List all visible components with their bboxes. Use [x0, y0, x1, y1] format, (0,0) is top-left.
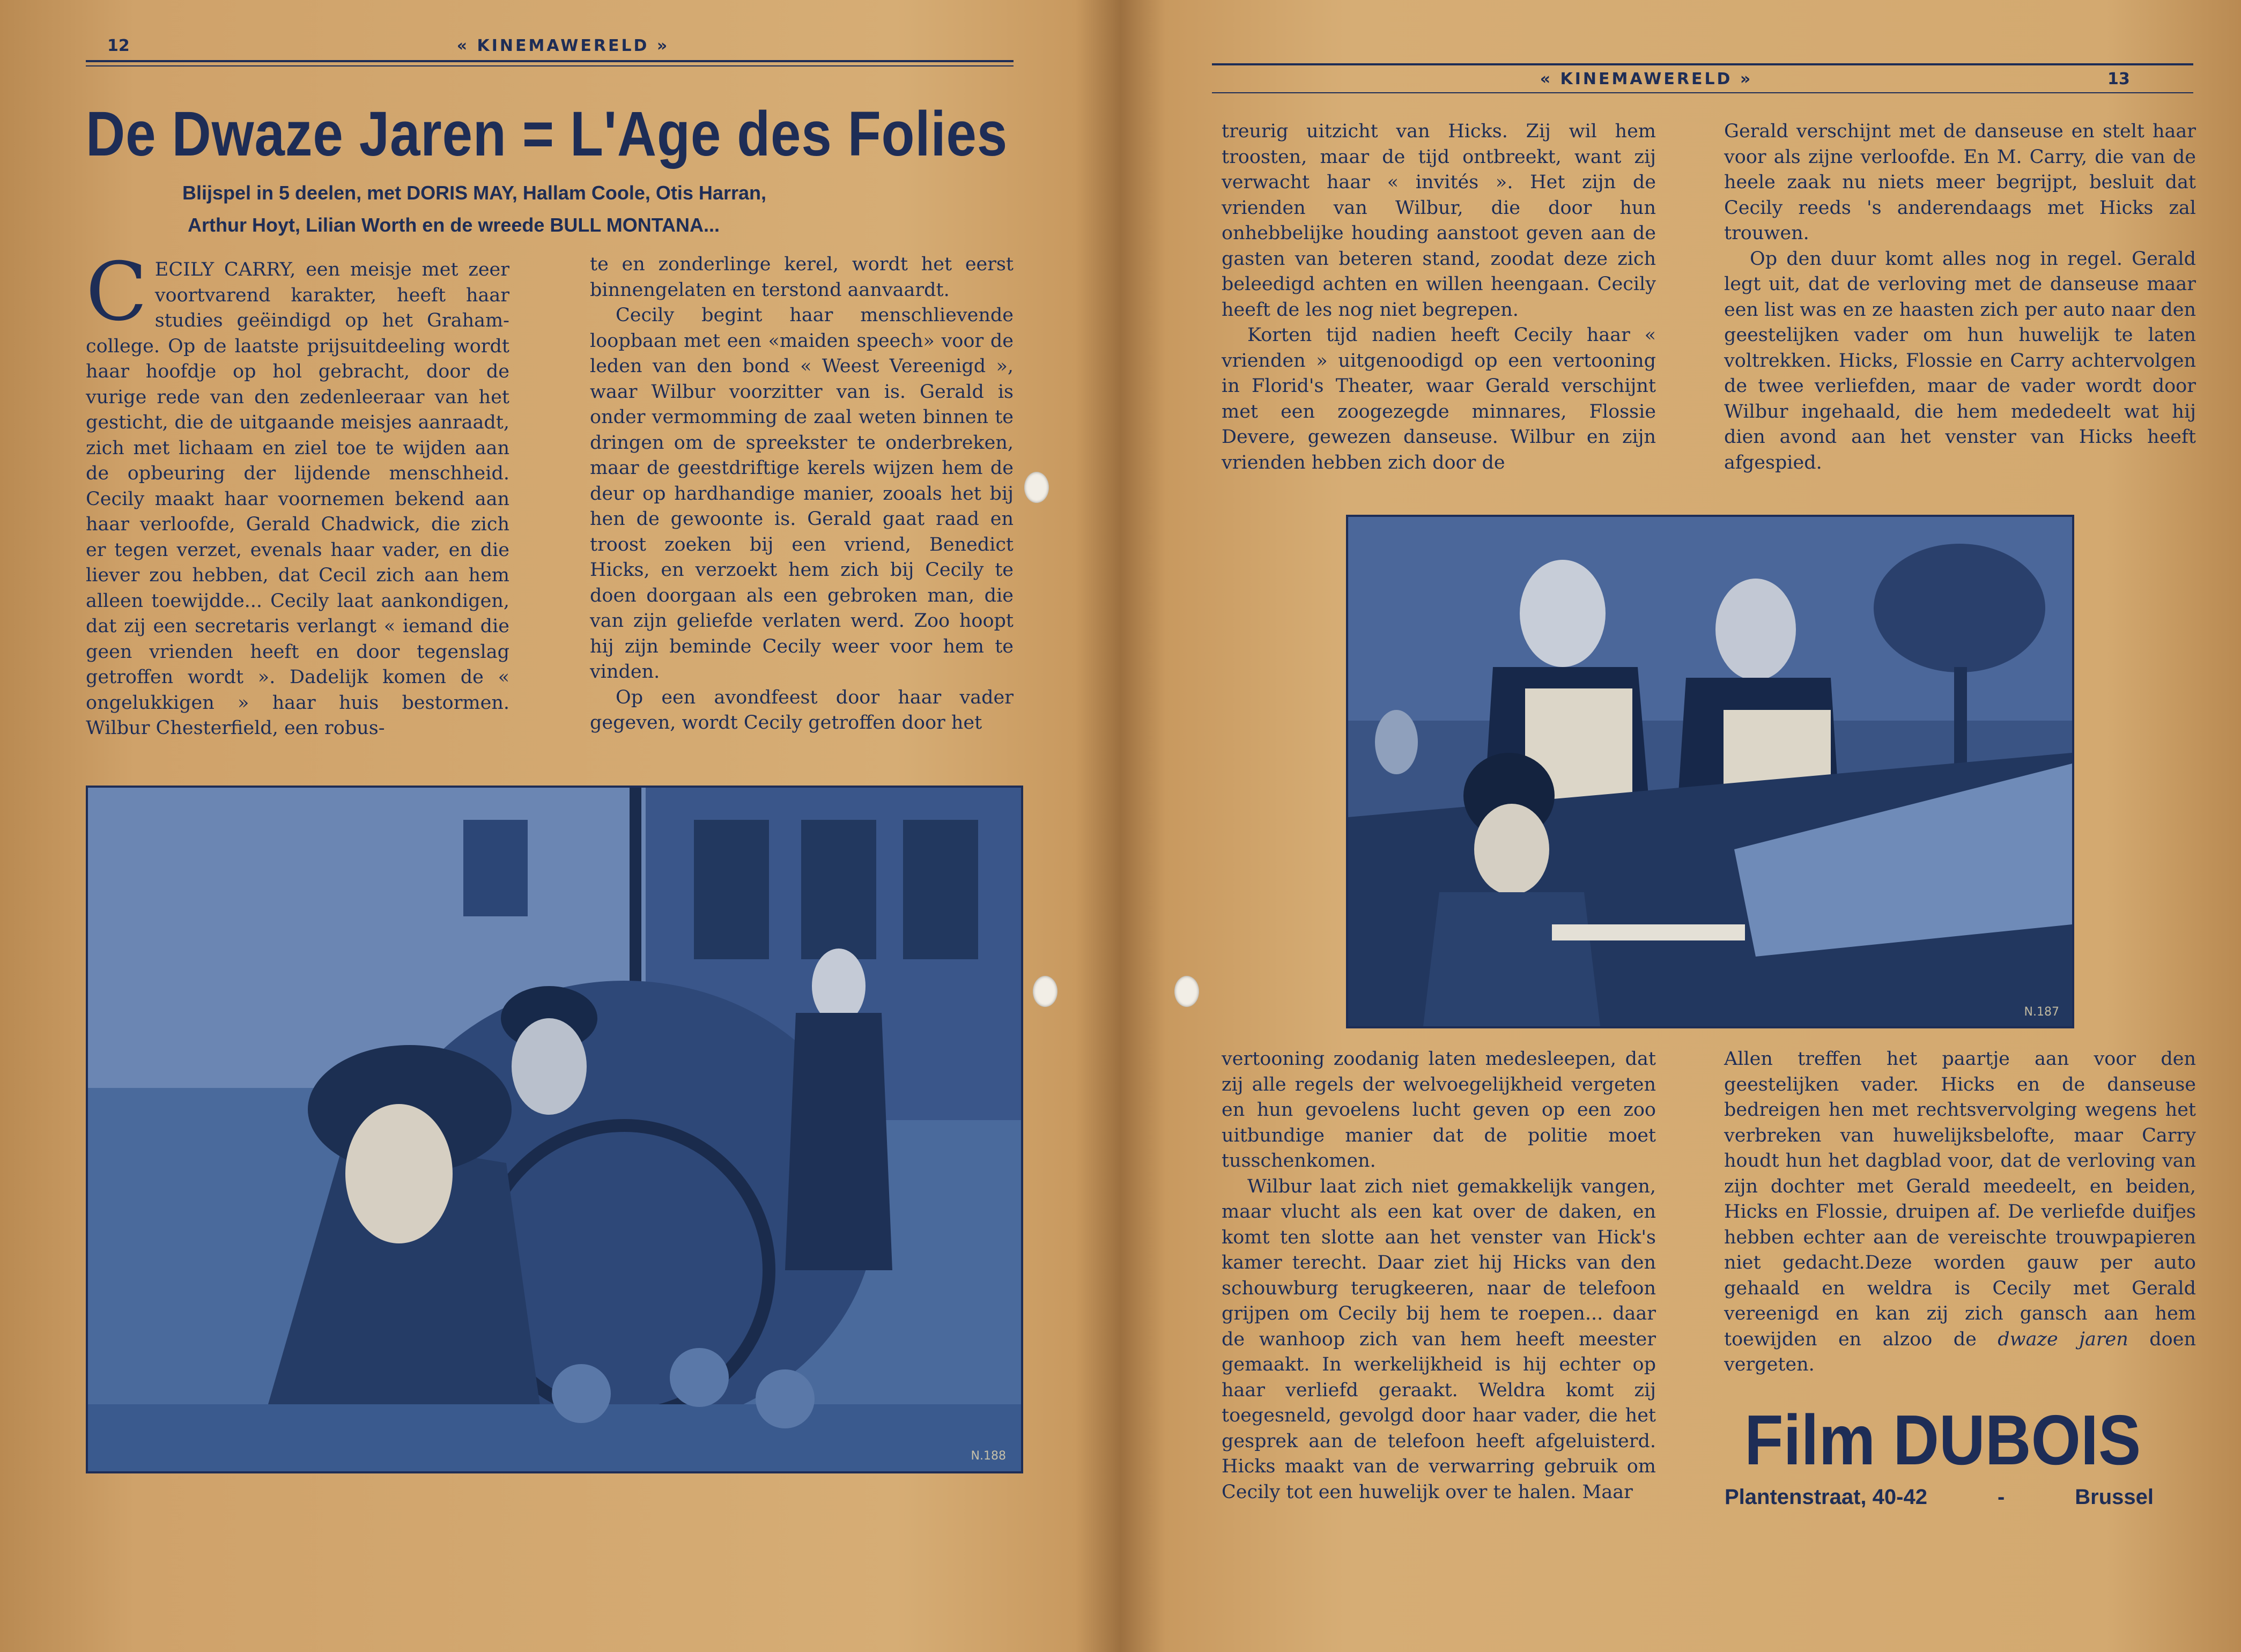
running-head-right: « KINEMAWERELD »: [1540, 70, 1753, 88]
col1-lead-text: ECILY CARRY, een meisje met zeer voortvarend karakter, heeft haar studies geëindigd op het Graham-college. Op de laatste prijsuitdeeling wordt haar hoofdje op hol gebracht, door de vurige rede van den zedenleeraar van het gesticht, die de uitgaande meisjes aanraadt, zich met lichaam en ziel toe te wijden aan de opbeuring der lijdende menschheid. Cecily maakt haar voornemen bekend aan haar verloofde, Gerald Chadwick, die zich er tegen verzet, evenals haar vader, en die liever zou hebben, dat Cecil zich aan hem alleen toewijdde... Cecily laat aankondigen, dat zij een secretaris verlangt « iemand die geen vrienden heeft en door tegenslag getroffen wordt ». Dadelijk komen de « ongelukkigen » haar huis bestormen. Wilbur Chesterfield, een robus-: [86, 259, 509, 739]
photo-credit-left: N.188: [971, 1449, 1006, 1463]
right-col3-paragraph-1: vertooning zoodanig laten medesleepen, dat zij alle regels der welvoegelijkheid vergeten en hun gevoelens lucht geven op een zoo uitbundige manier dat de politie moet tusschenkomen.: [1222, 1048, 1656, 1172]
binding-hole-left-top: [1024, 472, 1049, 503]
film-still-piano-scene: [1346, 515, 2074, 1028]
col4-end: doen vergeten.: [1724, 1328, 2196, 1375]
right-column-3: [1222, 1047, 1656, 1505]
binding-hole-right: [1174, 976, 1199, 1007]
left-column-1: [86, 246, 509, 742]
header-rule-left-thin: [86, 65, 1014, 66]
address-city: Brussel: [2075, 1485, 2154, 1509]
left-page: [0, 0, 1115, 1652]
subtitle-line-2: Arthur Hoyt, Lilian Worth en de wreede BULL MONTANA...: [188, 214, 720, 236]
binding-hole-left-bottom: [1033, 976, 1057, 1007]
piano-scene-image: [1348, 517, 2072, 1026]
page-number-right: 13: [2107, 70, 2130, 88]
right-column-4: [1724, 1047, 2196, 1378]
car-scene-image: [88, 788, 1021, 1471]
header-rule-right-thin: [1212, 92, 2193, 93]
page-number-left: 12: [107, 36, 130, 55]
right-col4-paragraph-1: [1724, 1047, 2196, 1378]
film-still-car-scene: [86, 786, 1023, 1473]
left-col2-paragraph-1: te en zonderlinge kerel, wordt het eerst binnengelaten en terstond aanvaardt.: [590, 254, 1014, 301]
left-col2-paragraph-2: Cecily begint haar menschlievende loopbaan met een «maiden speech» voor de leden van den bond « Weest Vereenigd », waar Wilbur voorzitter van is. Gerald is onder vermomming de zaal weten binnen te dringen om de spreekster te onderbreken, maar de geestdriftige kerels wijzen hem de deur op hardhandige manier, zooals het bij hen de gewoonte is. Gerald gaat raad en troost zoeken bij een vriend, Benedict Hicks, en verzoekt hem zich bij Cecily te doen doorgaan als een gebroken man, die van zijn geliefde verlaten werd. Zoo hoopt hij zijn beminde Cecily weer voor hem te vinden.: [590, 305, 1014, 683]
right-col1-paragraph-2: Korten tijd nadien heeft Cecily haar « vrienden » uitgenoodigd op een vertooning in Florid's Theater, waar Gerald verschijnt met een zoogezegde minnares, Flossie Devere, gewezen danseuse. Wilbur en zijn vrienden hebben zich door de: [1222, 324, 1656, 473]
advertiser-brand: Film DUBOIS: [1744, 1401, 2141, 1479]
header-rule-right: [1212, 63, 2193, 65]
left-col2-paragraph-3: Op een avondfeest door haar vader gegeven, wordt Cecily getroffen door het: [590, 686, 1014, 734]
right-col2-paragraph-2: Op den duur komt alles nog in regel. Gerald legt uit, dat de verloving met de danseuse maar een list was en ze haasten zich per auto naar den geestelijken vader om hun huwelijk te laten voltrekken. Hicks, Flossie en Carry achtervolgen de twee verliefden, maar de vader wordt door Wilbur ingehaald, die hem mededeelt wat hij dien avond aan het venster van Hicks heeft afgespied.: [1724, 248, 2196, 473]
article-title: De Dwaze Jaren = L'Age des Folies: [86, 99, 1008, 169]
running-head-left: « KINEMAWERELD »: [456, 36, 670, 55]
col4-italic: dwaze jaren: [1998, 1328, 2128, 1350]
advertiser-address: [1725, 1485, 2154, 1509]
col4-text: Allen treffen het paartje aan voor den geestelijken vader. Hicks en de danseuse bedreigen hen met rechtsvervolging wegens het verbreken van huwelijksbelofte, maar Carry houdt hun het dagblad voor, dat de verloving van zijn dochter met Gerald meedeelt, en beiden, Hicks en Flossie, druipen af. De verliefde duifjes hebben echter aan de vereischte trouwpapieren niet gedacht.Deze worden gauw per auto gehaald en weldra is Cecily met Gerald vereenigd en kan zij zich gansch aan hem toewijden en alzoo de: [1724, 1048, 2196, 1350]
article-subtitle: [182, 177, 1040, 241]
address-street: Plantenstraat, 40-42: [1725, 1485, 1927, 1509]
right-col1-paragraph-1: treurig uitzicht van Hicks. Zij wil hem troosten, maar de tijd ontbreekt, want zij verwacht haar « invités ». Het zijn de vrienden van Wilbur, die door hun onhebbelijke houding aanstoot geven aan de gasten van beteren stand, zoodat deze zich beleedigd achten en willen heengaan. Cecily heeft de les nog niet begrepen.: [1222, 121, 1656, 321]
right-column-2: [1724, 119, 2196, 476]
address-separator: -: [1997, 1485, 2005, 1509]
header-rule-left: [86, 60, 1014, 62]
right-col2-paragraph-1: Gerald verschijnt met de danseuse en stelt haar voor als zijne verloofde. En M. Carry, die van de heele zaak nu niets meer begrijpt, besluit dat Cecily reeds 's anderendaags met Hicks zal trouwen.: [1724, 121, 2196, 244]
subtitle-line-1: Blijspel in 5 deelen, met DORIS MAY, Hallam Coole, Otis Harran,: [182, 182, 766, 204]
right-column-1: [1222, 119, 1656, 476]
right-col3-paragraph-2: Wilbur laat zich niet gemakkelijk vangen, maar vlucht als een kat over de daken, en komt ten slotte aan het venster van Hick's kamer terecht. Daar ziet hij Hicks van den schouwburg terugkeeren, naar de telefoon grijpen om Cecily bij hem te roepen... daar de wanhoop zich van hem heeft meester gemaakt. In werkelijkheid is hij echter op haar verliefd geraakt. Weldra komt zij toegesneld, gevolgd door haar vader, die het gesprek aan de telefoon heeft afgeluisterd. Hicks maakt van de verwarring gebruik om Cecily tot een huwelijk over te halen. Maar: [1222, 1175, 1656, 1503]
left-column-2: [590, 252, 1014, 736]
photo-credit-right: N.187: [2024, 1005, 2059, 1019]
drop-cap: C: [86, 246, 147, 339]
